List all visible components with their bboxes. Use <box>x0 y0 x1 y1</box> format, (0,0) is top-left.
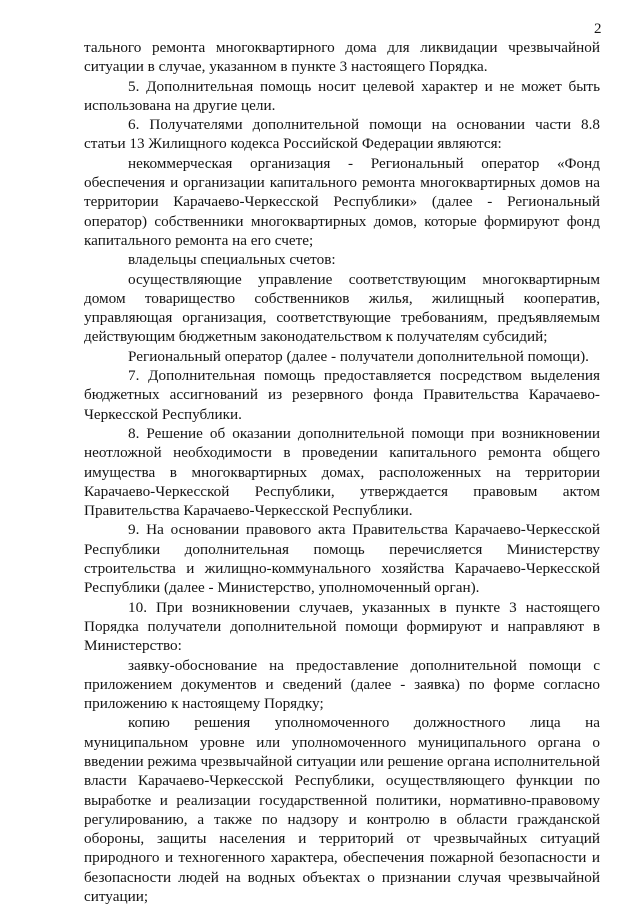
paragraph-9: 9. На основании правового акта Правительства Карачаево-Черкесской Республики дополнительная помощь перечисляется Министерству строительства и жилищно-коммунального хозяйства Карачаево-Черкесской Республики (далее - Министерство, уполномоченный орган). <box>84 521 600 597</box>
paragraph-7: 7. Дополнительная помощь предоставляется посредством выделения бюджетных ассигнований из резервного фонда Правительства Карачаево-Черкесской Республики. <box>84 367 600 423</box>
paragraph-8: 8. Решение об оказании дополнительной помощи при возникновении неотложной необходимости в проведении капитального ремонта общего имущества в многоквартирных домах, расположенных на территории Карачаево-Черкесской Республики, утверждается правовым актом Правительства Карачаево-Черкесской Республики. <box>84 424 600 520</box>
paragraph-continuation: тального ремонта многоквартирного дома для ликвидации чрезвычайной ситуации в случае, указанном в пункте 3 настоящего Порядка. <box>84 39 600 76</box>
paragraph-6: 6. Получателями дополнительной помощи на основании части 8.8 статьи 13 Жилищного кодекса Российской Федерации являются: <box>84 116 600 153</box>
document-body <box>84 38 600 906</box>
paragraph-10-application: заявку-обоснование на предоставление дополнительной помощи с приложением документов и сведений (далее - заявка) по форме согласно приложению к настоящему Порядку; <box>84 656 600 713</box>
paragraph-6-regional-operator: некоммерческая организация - Региональный оператор «Фонд обеспечения и организации капитального ремонта многоквартирных домов на территории Карачаево-Черкесской Республики» (далее - Региональный оператор) собственники многоквартирных домов, которые формируют фонд капитального ремонта на его счете; <box>84 154 600 249</box>
paragraph-6-special-accounts: владельцы специальных счетов: <box>128 251 336 269</box>
paragraph-10: 10. При возникновении случаев, указанных в пункте 3 настоящего Порядка получатели дополнительной помощи формируют и направляют в Министерство: <box>84 598 600 655</box>
paragraph-6-recipients-definition: Региональный оператор (далее - получатели дополнительной помощи). <box>128 347 589 365</box>
paragraph-6-managing-entities: осуществляющие управление соответствующим многоквартирным домом товарищество собственников жилья, жилищный кооператив, управляющая организация, соответствующие требованиям, предъявляемым действующим бюджетным законодательством к получателям субсидий; <box>84 270 600 346</box>
paragraph-10-emergency-decision: копию решения уполномоченного должностного лица на муниципальном уровне или уполномоченного муниципального органа о введении режима чрезвычайной ситуации или решение органа исполнительной власти Карачаево-Черкесской Республики, осуществляющего функции по выработке и реализации государственной политики, нормативно-правовому регулированию, а также по надзору и контролю в области гражданской обороны, защиты населения и территорий от чрезвычайных ситуаций природного и техногенного характера, обеспечения пожарной безопасности и безопасности людей на водных объектах о признании случая чрезвычайной ситуации; <box>84 714 600 906</box>
page-number: 2 <box>594 21 602 37</box>
paragraph-5: 5. Дополнительная помощь носит целевой характер и не может быть использована на другие цели. <box>84 77 600 114</box>
